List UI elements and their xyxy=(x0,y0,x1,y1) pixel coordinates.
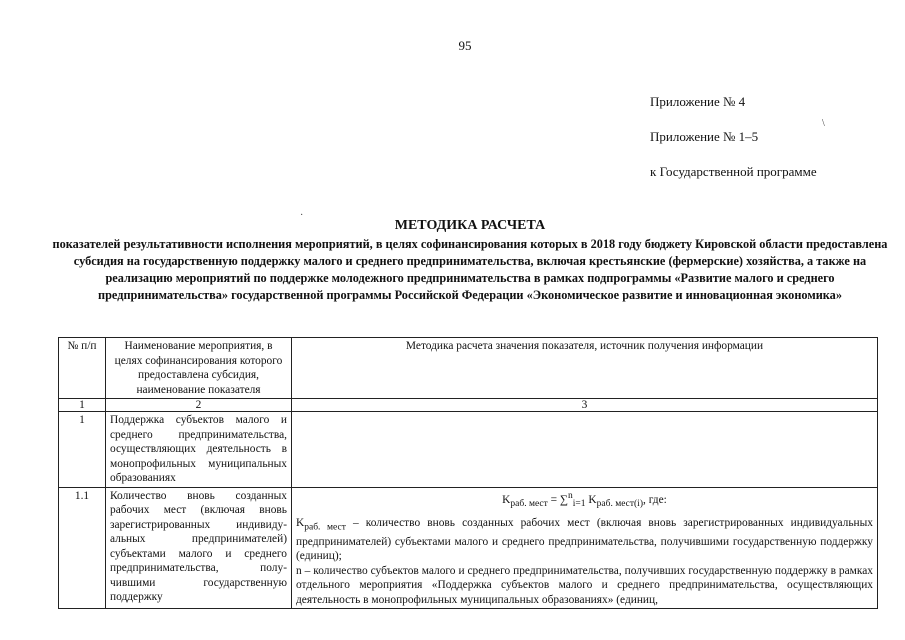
index-cell: 1 xyxy=(59,399,106,412)
document-title: МЕТОДИКА РАСЧЕТА xyxy=(394,218,546,233)
row-methodology xyxy=(292,487,878,609)
index-cell: 2 xyxy=(106,399,292,412)
scan-mark: \ xyxy=(822,118,825,129)
formula: $K_{раб. мест} = \sum^n_{i=1}$ $K_{раб. мест(i)}$, где: xyxy=(502,490,667,509)
table-header-row xyxy=(59,338,878,399)
appendix-label-2: Приложение № 1–5 xyxy=(650,129,759,144)
formula-definitions xyxy=(296,516,873,607)
table-row xyxy=(59,487,878,609)
index-cell: 3 xyxy=(292,399,878,412)
methodology-table xyxy=(58,337,878,609)
table-index-row xyxy=(59,399,878,412)
definition-n: n – количество субъектов малого и среднего предпринимательства, получивших государственную поддержку в рамках отдельного мероприятия «Поддержка субъектов малого и среднего предпринимательства, осуществляющих деятельность в монопрофильных муниципальных образованиях» (единиц, xyxy=(296,564,873,606)
row-number: 1 xyxy=(59,412,106,488)
appendix-label-1: Приложение № 4 xyxy=(650,94,746,109)
header-methodology: Методика расчета значения показателя, источник получения информации xyxy=(292,338,878,399)
scan-mark: · xyxy=(300,210,304,221)
header-number: № п/п xyxy=(59,338,106,399)
row-activity-name: Поддержка субъектов малого и среднего предпринимательства, осуществляющих деятельность в монопрофильных муниципальных образованиях xyxy=(106,412,292,488)
definition-k-rab-mest: $K_{раб. мест}$ – количество вновь созданных рабочих мест (включая вновь зарегистрированных индивидуальных предпринимателей) субъектами малого и среднего предпринимательства, получившими государственную поддержку (единиц); xyxy=(296,517,873,563)
document-subtitle: показателей результативности исполнения мероприятий, в целях софинансирования которых в 2018 году бюджету Кировской области предоставлена субсидия на государственную поддержку малого и среднего предпринимательства, включая крестьянские (фермерские) хозяйства, а также на реализацию мероприятий по поддержке молодежного предпринимательства в рамках подпрограммы «Развитие малого и среднего предпринимательства» государственной программы Российской Федерации «Экономическое развитие и инновационная экономика» xyxy=(52,237,888,302)
row-number: 1.1 xyxy=(59,487,106,609)
table-row xyxy=(59,412,878,488)
row-activity-name: Количество вновь созданных рабочих мест (включая вновь зарегистрированных индивидуальных предпринимателей) субъектами малого и среднего предпринимательства, получившими государственную поддержку xyxy=(106,487,292,609)
page-number: 95 xyxy=(458,38,472,53)
appendix-label-3: к Государственной программе xyxy=(650,164,817,179)
row-methodology xyxy=(292,412,878,488)
header-activity-name: Наименование мероприятия, в целях софинансирования которого предоставлена субсидия, наименование показателя xyxy=(106,338,292,399)
